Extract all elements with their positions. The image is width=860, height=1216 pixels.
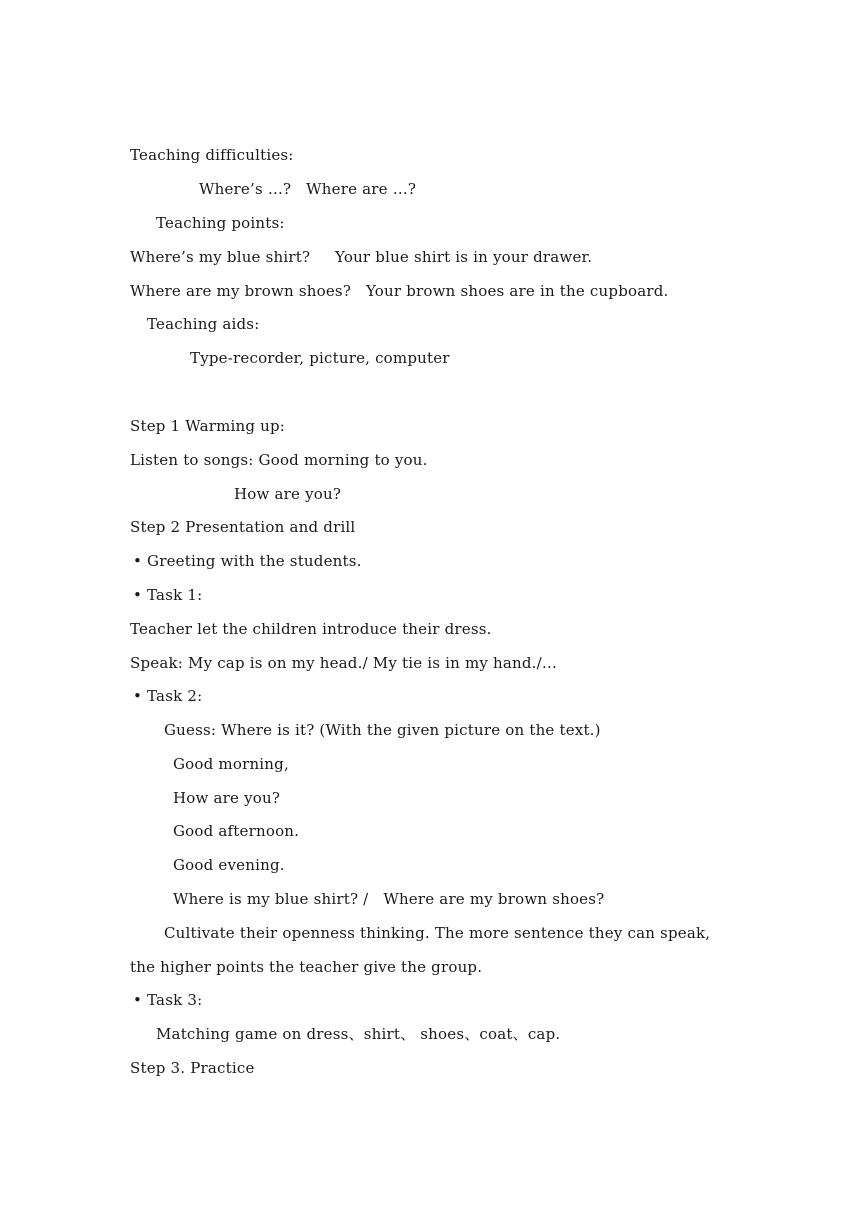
bullet-task-3: • Task 3: [133, 991, 203, 1009]
task-2-guess-line: Guess: Where is it? (With the given picture on the text.) [164, 721, 601, 739]
phrase-where-questions: Where is my blue shirt? / Where are my brown shoes? [173, 890, 605, 908]
step-3-heading: Step 3. Practice [130, 1059, 255, 1077]
bullet-task-1: • Task 1: [133, 586, 203, 604]
teaching-point-line-1: Where’s my blue shirt? Your blue shirt is in your drawer. [130, 248, 593, 266]
bullet-task-2: • Task 2: [133, 687, 203, 705]
heading-teaching-points: Teaching points: [156, 214, 285, 232]
bullet-greeting: • Greeting with the students. [133, 552, 362, 570]
phrase-good-evening: Good evening. [173, 856, 285, 874]
task-3-matching-line: Matching game on dress、shirt、 shoes、coat、cap. [156, 1025, 561, 1043]
teaching-aids-line: Type-recorder, picture, computer [190, 349, 450, 367]
listen-to-songs-line: Listen to songs: Good morning to you. [130, 451, 428, 469]
teaching-point-line-2: Where are my brown shoes? Your brown shoes are in the cupboard. [130, 282, 669, 300]
phrase-how-are-you: How are you? [173, 789, 281, 807]
task-1-description: Teacher let the children introduce their dress. [130, 620, 492, 638]
phrase-good-morning: Good morning, [173, 755, 289, 773]
step-2-heading: Step 2 Presentation and drill [130, 518, 356, 536]
cultivate-line-1: Cultivate their openness thinking. The more sentence they can speak, [164, 924, 711, 942]
step-1-heading: Step 1 Warming up: [130, 417, 286, 435]
task-1-speak-line: Speak: My cap is on my head./ My tie is in my hand./… [130, 654, 558, 672]
cultivate-line-2: the higher points the teacher give the group. [130, 958, 483, 976]
difficulty-line: Where’s …? Where are …? [199, 180, 417, 198]
heading-teaching-aids: Teaching aids: [147, 315, 260, 333]
phrase-good-afternoon: Good afternoon. [173, 822, 300, 840]
heading-teaching-difficulties: Teaching difficulties: [130, 146, 294, 164]
song-line-2: How are you? [234, 485, 342, 503]
